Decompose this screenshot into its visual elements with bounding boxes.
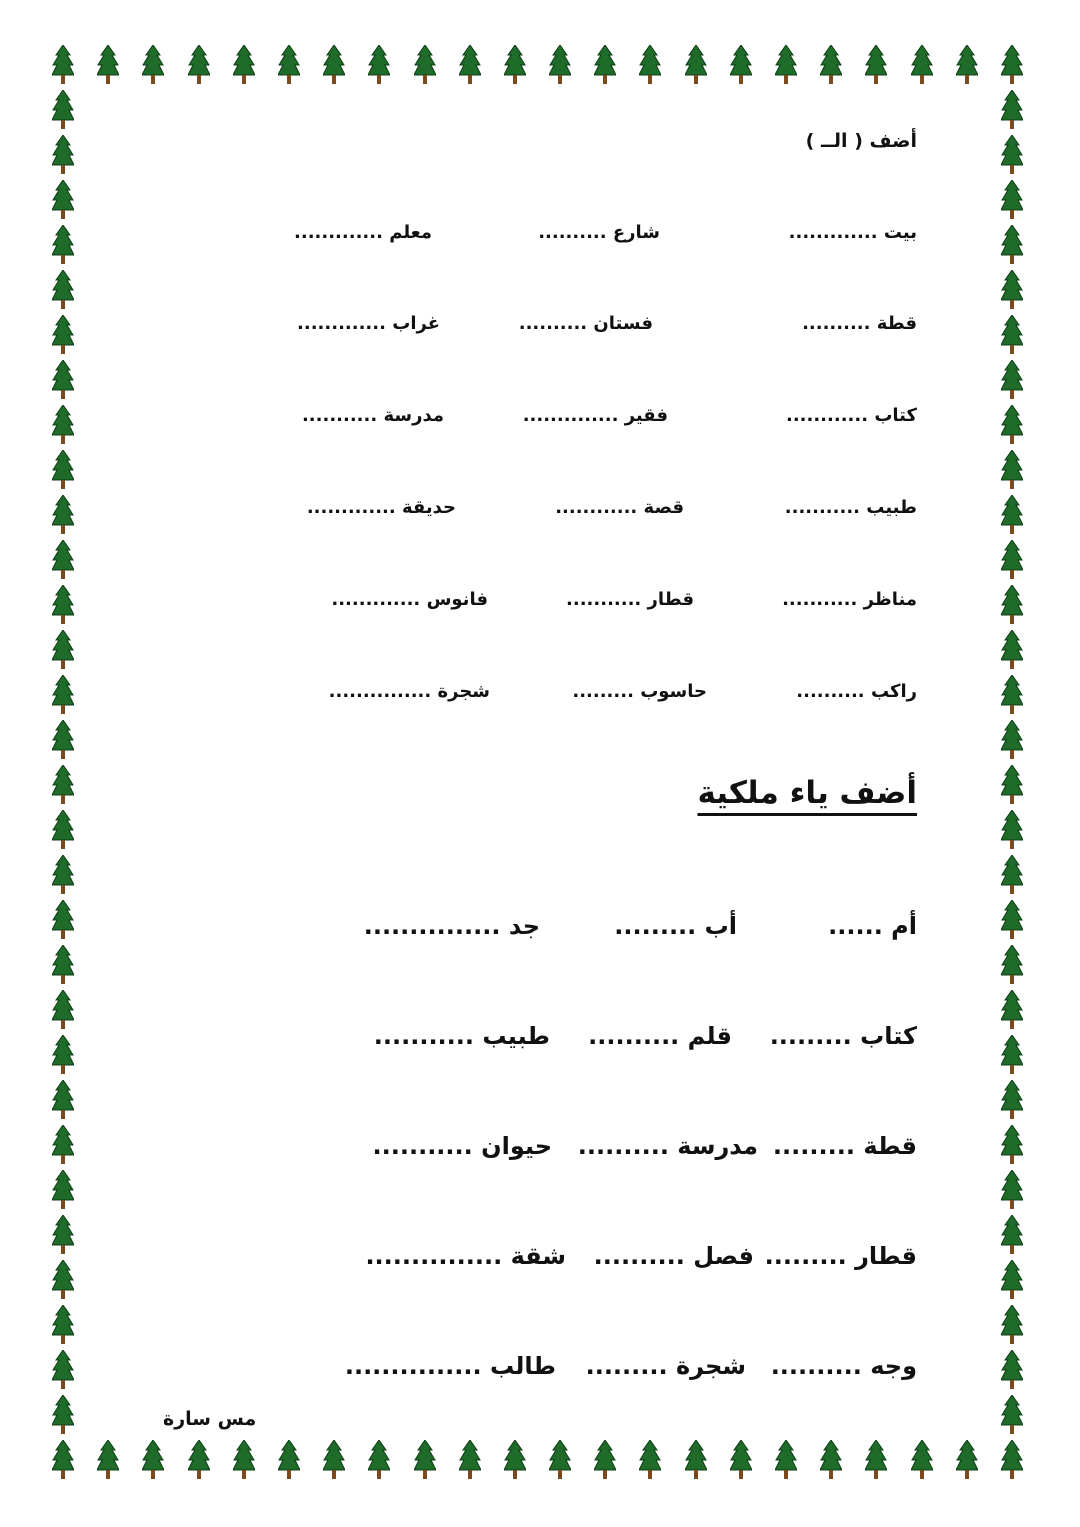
exercise-item [765, 1242, 917, 1270]
exercise-word: غراب [392, 313, 440, 334]
pine-tree-icon [549, 1440, 571, 1480]
pine-tree-icon [52, 1440, 74, 1480]
pine-tree-icon [52, 765, 74, 805]
pine-tree-icon [52, 1170, 74, 1210]
exercise-item [771, 1352, 917, 1380]
exercise-word: قطار [855, 1242, 917, 1270]
answer-blank[interactable]: ........... [566, 589, 642, 610]
pine-tree-icon [52, 540, 74, 580]
exercise-word: فانوس [426, 589, 488, 610]
exercise-row [0, 1132, 1080, 1172]
exercise-item [523, 405, 668, 426]
exercise-word: طالب [489, 1352, 556, 1380]
answer-blank[interactable]: ............. [788, 222, 878, 243]
answer-blank[interactable]: ......... [614, 912, 697, 940]
pine-tree-icon [1001, 1305, 1023, 1345]
pine-tree-icon [323, 45, 345, 85]
pine-tree-icon [594, 1440, 616, 1480]
answer-blank[interactable]: .......... [588, 1022, 680, 1050]
exercise-word: فستان [593, 313, 653, 334]
pine-tree-icon [865, 1440, 887, 1480]
exercise-word: مدرسة [677, 1132, 758, 1160]
answer-blank[interactable]: ........... [782, 589, 858, 610]
pine-tree-icon [52, 360, 74, 400]
exercise-item [773, 1132, 917, 1160]
pine-tree-icon [639, 1440, 661, 1480]
pine-tree-icon [820, 45, 842, 85]
exercise-word: حيوان [481, 1132, 552, 1160]
answer-blank[interactable]: ............. [331, 589, 421, 610]
exercise-item [796, 681, 917, 702]
exercise-item [538, 222, 660, 243]
exercise-word: كتاب [874, 405, 917, 426]
exercise-word: مدرسة [383, 405, 444, 426]
answer-blank[interactable]: .......... [518, 313, 588, 334]
pine-tree-icon [1001, 810, 1023, 850]
answer-blank[interactable]: ............... [363, 912, 501, 940]
exercise-item [372, 1132, 552, 1160]
answer-blank[interactable]: ............... [344, 1352, 482, 1380]
answer-blank[interactable]: ........... [301, 405, 378, 426]
pine-tree-icon [1001, 180, 1023, 220]
exercise-item [578, 1132, 758, 1160]
exercise-item [770, 1022, 917, 1050]
pine-tree-icon [278, 45, 300, 85]
exercise-item [307, 497, 456, 518]
pine-tree-icon [52, 135, 74, 175]
exercise-item [789, 222, 917, 243]
answer-blank[interactable]: .............. [522, 405, 619, 426]
pine-tree-icon [1001, 765, 1023, 805]
exercise-item [802, 313, 917, 334]
pine-tree-icon [52, 450, 74, 490]
section-title-add-possessive-ya: أضف ياء ملكية [697, 775, 917, 811]
answer-blank[interactable]: ...... [828, 912, 883, 940]
pine-tree-icon [1001, 45, 1023, 85]
pine-tree-icon [1001, 1080, 1023, 1120]
section-title-add-al: أضف ( الــ ) [805, 130, 917, 152]
pine-tree-icon [820, 1440, 842, 1480]
exercise-word: قلم [687, 1022, 732, 1050]
pine-tree-icon [1001, 1440, 1023, 1480]
exercise-word: طبيب [482, 1022, 550, 1050]
exercise-word: بيت [883, 222, 917, 243]
pine-tree-icon [368, 45, 390, 85]
pine-tree-icon [549, 45, 571, 85]
pine-tree-icon [504, 1440, 526, 1480]
exercise-word: حاسوب [640, 681, 707, 702]
exercise-item [294, 222, 432, 243]
teacher-signature: مس سارة [163, 1408, 257, 1430]
exercise-item [594, 1242, 754, 1270]
pine-tree-icon [1001, 630, 1023, 670]
answer-blank[interactable]: ......... [772, 1132, 855, 1160]
pine-tree-icon [414, 45, 436, 85]
exercise-item [572, 681, 707, 702]
answer-blank[interactable]: ........... [372, 1132, 473, 1160]
exercise-word: مناظر [863, 589, 917, 610]
exercise-item [302, 405, 444, 426]
exercise-row [0, 313, 1080, 353]
pine-tree-icon [639, 45, 661, 85]
pine-tree-icon [1001, 135, 1023, 175]
pine-tree-icon [142, 45, 164, 85]
exercise-word: كتاب [860, 1022, 917, 1050]
exercise-row [0, 1022, 1080, 1062]
answer-blank[interactable]: ......... [572, 681, 634, 702]
answer-blank[interactable]: .......... [770, 1352, 862, 1380]
pine-tree-icon [188, 45, 210, 85]
pine-tree-icon [730, 45, 752, 85]
exercise-word: قطار [647, 589, 694, 610]
exercise-word: قصة [643, 497, 684, 518]
exercise-item [365, 1242, 566, 1270]
exercise-item [297, 313, 440, 334]
pine-tree-icon [97, 45, 119, 85]
exercise-word: فقير [624, 405, 668, 426]
exercise-row [0, 222, 1080, 262]
answer-blank[interactable]: ......... [585, 1352, 668, 1380]
pine-tree-icon [52, 1395, 74, 1435]
pine-tree-icon [956, 1440, 978, 1480]
answer-blank[interactable]: ........... [784, 497, 860, 518]
exercise-word: شجرة [676, 1352, 746, 1380]
pine-tree-icon [459, 45, 481, 85]
pine-tree-icon [775, 1440, 797, 1480]
answer-blank[interactable]: .......... [802, 313, 871, 334]
pine-tree-icon [52, 855, 74, 895]
exercise-row [0, 1242, 1080, 1282]
pine-tree-icon [368, 1440, 390, 1480]
answer-blank[interactable]: ........... [373, 1022, 475, 1050]
pine-tree-icon [1001, 270, 1023, 310]
pine-tree-icon [1001, 540, 1023, 580]
pine-tree-icon [1001, 720, 1023, 760]
answer-blank[interactable]: ............. [297, 313, 386, 334]
pine-tree-icon [504, 45, 526, 85]
exercise-item [345, 1352, 556, 1380]
exercise-word: شقة [510, 1242, 566, 1270]
pine-tree-icon [1001, 90, 1023, 130]
answer-blank[interactable]: .......... [538, 222, 607, 243]
answer-blank[interactable]: .......... [577, 1132, 669, 1160]
pine-tree-icon [52, 630, 74, 670]
answer-blank[interactable]: ......... [764, 1242, 847, 1270]
exercise-row [0, 589, 1080, 629]
answer-blank[interactable]: .......... [593, 1242, 685, 1270]
exercise-word: معلم [389, 222, 432, 243]
pine-tree-icon [52, 810, 74, 850]
pine-tree-icon [142, 1440, 164, 1480]
exercise-row [0, 681, 1080, 721]
exercise-item [588, 1022, 732, 1050]
exercise-word: قطة [863, 1132, 917, 1160]
exercise-item [614, 912, 737, 940]
exercise-word: شجرة [437, 681, 490, 702]
exercise-item [374, 1022, 550, 1050]
answer-blank[interactable]: ............ [555, 497, 638, 518]
answer-blank[interactable]: ............. [306, 497, 396, 518]
pine-tree-icon [911, 1440, 933, 1480]
exercise-item [519, 313, 653, 334]
pine-tree-icon [865, 45, 887, 85]
pine-tree-icon [1001, 855, 1023, 895]
pine-tree-icon [594, 45, 616, 85]
exercise-word: قطة [876, 313, 917, 334]
exercise-word: جد [508, 912, 540, 940]
pine-tree-icon [911, 45, 933, 85]
pine-tree-icon [730, 1440, 752, 1480]
pine-tree-icon [1001, 1395, 1023, 1435]
pine-tree-icon [685, 45, 707, 85]
exercise-word: أب [704, 912, 737, 940]
exercise-item [566, 589, 694, 610]
pine-tree-icon [1001, 1170, 1023, 1210]
pine-tree-icon [97, 1440, 119, 1480]
pine-tree-icon [685, 1440, 707, 1480]
pine-tree-icon [956, 45, 978, 85]
exercise-item [364, 912, 540, 940]
exercise-row [0, 497, 1080, 537]
exercise-item [586, 1352, 746, 1380]
exercise-item [786, 405, 917, 426]
exercise-item [555, 497, 684, 518]
answer-blank[interactable]: ............ [785, 405, 869, 426]
pine-tree-icon [775, 45, 797, 85]
exercise-row [0, 1352, 1080, 1392]
pine-tree-icon [52, 720, 74, 760]
pine-tree-icon [1001, 360, 1023, 400]
pine-tree-icon [52, 270, 74, 310]
exercise-word: شارع [612, 222, 660, 243]
pine-tree-icon [52, 90, 74, 130]
exercise-item [782, 589, 917, 610]
exercise-item [828, 912, 917, 940]
pine-tree-icon [233, 1440, 255, 1480]
pine-tree-icon [188, 1440, 210, 1480]
pine-tree-icon [459, 1440, 481, 1480]
pine-tree-icon [52, 180, 74, 220]
exercise-word: طبيب [866, 497, 917, 518]
pine-tree-icon [323, 1440, 345, 1480]
answer-blank[interactable]: ............... [365, 1242, 503, 1270]
pine-tree-icon [52, 1080, 74, 1120]
answer-blank[interactable]: .......... [796, 681, 865, 702]
exercise-item [329, 681, 490, 702]
exercise-word: فصل [693, 1242, 754, 1270]
exercise-word: حديقة [402, 497, 456, 518]
pine-tree-icon [52, 45, 74, 85]
exercise-item [331, 589, 488, 610]
pine-tree-icon [52, 1305, 74, 1345]
exercise-word: وجه [870, 1352, 917, 1380]
exercise-row [0, 912, 1080, 952]
pine-tree-icon [414, 1440, 436, 1480]
answer-blank[interactable]: ............... [328, 681, 432, 702]
exercise-word: راكب [870, 681, 917, 702]
pine-tree-icon [278, 1440, 300, 1480]
pine-tree-icon [233, 45, 255, 85]
answer-blank[interactable]: ......... [769, 1022, 852, 1050]
pine-tree-icon [1001, 450, 1023, 490]
exercise-row [0, 405, 1080, 445]
exercise-word: أم [891, 912, 917, 940]
exercise-item [785, 497, 917, 518]
answer-blank[interactable]: ............. [294, 222, 383, 243]
